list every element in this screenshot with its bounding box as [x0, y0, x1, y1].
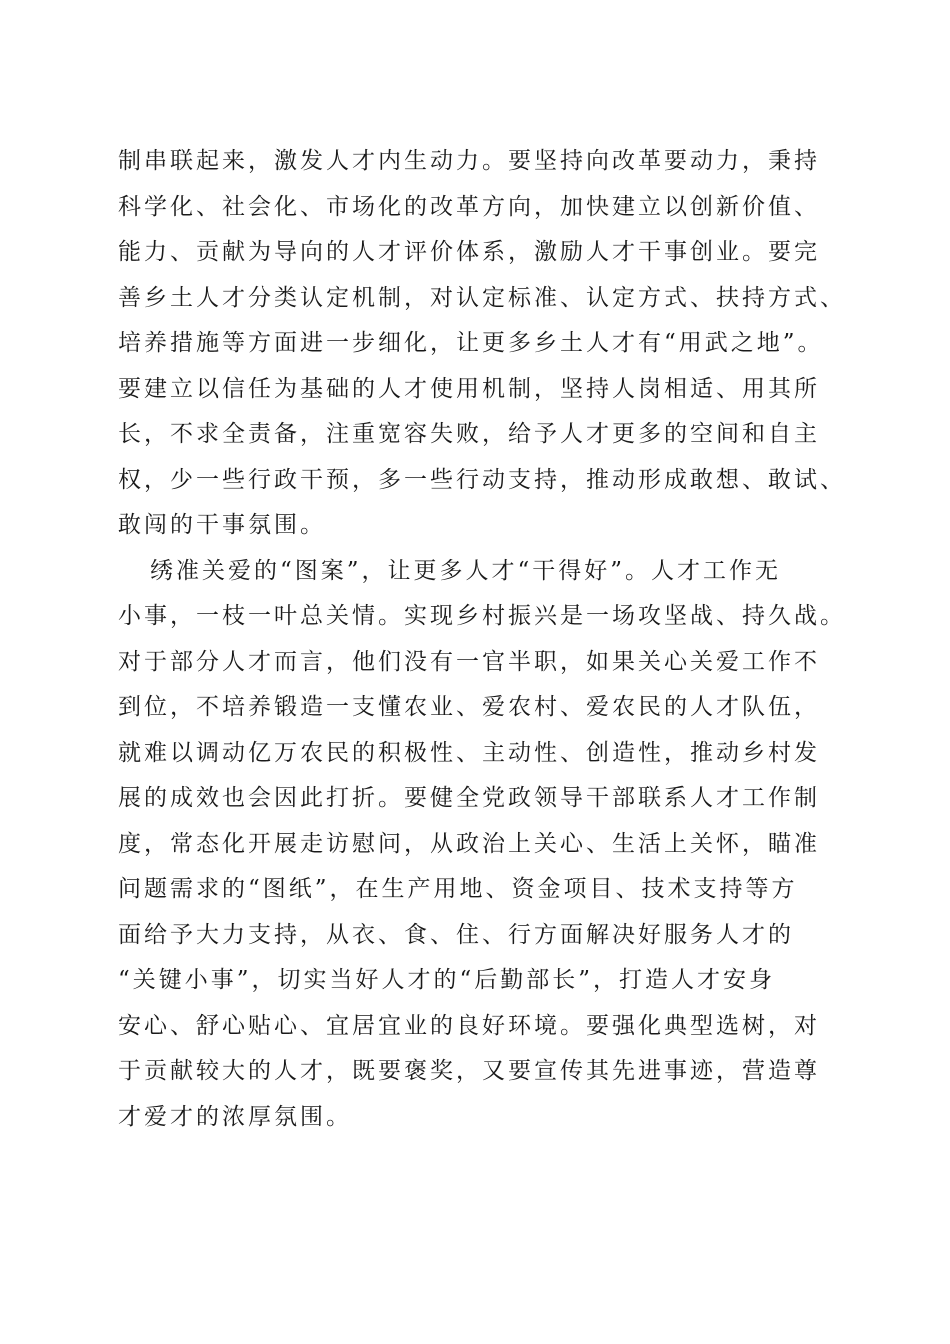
text-line: 就难以调动亿万农民的积极性、主动性、创造性，推动乡村发	[118, 739, 820, 766]
text-line: 科学化、社会化、市场化的改革方向，加快建立以创新价值、	[118, 193, 820, 220]
text-line: 安心、舒心贴心、宜居宜业的良好环境。要强化典型选树，对	[118, 1012, 820, 1039]
text-line: 度，常态化开展走访慰问，从政治上关心、生活上关怀，瞄准	[118, 830, 820, 857]
text-line: 制串联起来，激发人才内生动力。要坚持向改革要动力，秉持	[118, 148, 820, 174]
text-line: 到位，不培养锻造一支懂农业、爱农村、爱农民的人才队伍，	[118, 694, 820, 720]
text-line: 长，不求全责备，注重宽容失败，给予人才更多的空间和自主	[118, 421, 820, 447]
text-line: 小事，一枝一叶总关情。实现乡村振兴是一场攻坚战、持久战。	[118, 603, 846, 629]
text-line: 要建立以信任为基础的人才使用机制，坚持人岗相适、用其所	[118, 375, 820, 402]
text-line: 善乡土人才分类认定机制，对认定标准、认定方式、扶持方式、	[118, 284, 846, 311]
text-line: 才爱才的浓厚氛围。	[118, 1103, 352, 1130]
text-line: 面给予大力支持，从衣、食、住、行方面解决好服务人才的	[118, 921, 794, 948]
document-body	[118, 139, 858, 1140]
text-line: 能力、贡献为导向的人才评价体系，激励人才干事创业。要完	[118, 239, 820, 265]
text-line: 展的成效也会因此打折。要健全党政领导干部联系人才工作制	[118, 785, 820, 811]
text-line: 对于部分人才而言，他们没有一官半职，如果关心关爱工作不	[118, 648, 820, 675]
text-line: 权，少一些行政干预，多一些行动支持，推动形成敢想、敢试、	[118, 466, 846, 493]
text-line: 绣准关爱的“图案”，让更多人才“干得好”。人才工作无	[150, 557, 782, 584]
text-line: “关键小事”，切实当好人才的“后勤部长”，打造人才安身	[118, 967, 776, 993]
text-line: 问题需求的“图纸”，在生产用地、资金项目、技术支持等方	[118, 876, 798, 902]
text-line: 培养措施等方面进一步细化，让更多乡土人才有“用武之地”。	[118, 330, 824, 356]
paragraph-2	[118, 549, 858, 1141]
text-line: 于贡献较大的人才，既要褒奖，又要宣传其先进事迹，营造尊	[118, 1058, 820, 1084]
paragraph-1	[118, 139, 858, 549]
text-line: 敢闯的干事氛围。	[118, 512, 326, 538]
